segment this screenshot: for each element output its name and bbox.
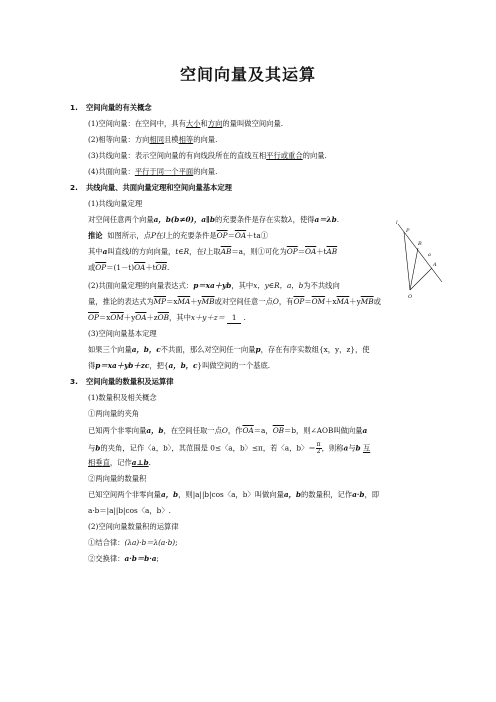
section-title: 空间向量的数量积及运算律 (86, 377, 174, 386)
line-spatial-vector: (1)空间向量：在空间中，具有大小和方向的量叫做空间向量. (88, 119, 284, 128)
label-a-point: A (433, 262, 437, 268)
subheading-inner-product: ②两向量的数量积 (88, 474, 147, 483)
line-angle-definition: 已知两个非零向量a，b，在空间任取一点O，作$\overline{OA}=a$，$\overline{OB}=b$，则∠AOB叫做向量a (88, 426, 368, 435)
line-collinear-vector: (3)共线向量：表示空间向量的有向线段所在的直线互相平行或重合的向量. (88, 151, 327, 160)
subheading-laws: (2)空间向量数量积的运算律 (88, 522, 179, 531)
answer-blank: 方向 (207, 119, 223, 128)
subheading-basis-theorem: (3)空间向量基本定理 (88, 329, 157, 338)
section-2-heading (70, 183, 232, 193)
answer-blank: 大小 (185, 119, 201, 128)
line-corollary: 推论 如图所示，点P在l上的充要条件是$\overline{OP}=\overline{OA}+ta①$ (88, 231, 269, 240)
line-direction-vector: 其中a叫直线l的方向向量，t∈R，在l上取$\overline{AB}=a$，则①可化为$\overline{OP}=\overline{OA}+t\overline{AB}$ (88, 247, 338, 256)
section-title: 空间向量的有关概念 (86, 103, 152, 112)
line-alternate-form: 或$\overline{OP}=(1-t)\overline{OA}+t\overline{OB}$. (88, 263, 170, 272)
answer-blank: 平行于同一个平面 (134, 167, 194, 176)
line-coplanar-expression: (2)共面向量定理的向量表达式：p＝xa＋yb，其中x，y∈R，a，b为不共线向 (88, 281, 340, 290)
answer-blank: 相同 (149, 135, 165, 144)
answer-blank: 1 (227, 313, 241, 324)
answer-blank: 互 (362, 443, 371, 453)
page-title: 空间向量及其运算 (179, 65, 316, 84)
section-number: 3. (70, 377, 78, 386)
corollary-label: 推论 (88, 231, 103, 240)
answer-blank: 相垂直 (88, 458, 110, 467)
line-diagram (396, 220, 448, 300)
line-perpendicular: 相垂直，记作a⊥b. (88, 458, 151, 467)
section-3-heading (70, 377, 174, 387)
section-number: 2. (70, 183, 78, 192)
line-basis-statement: 如果三个向量a，b，c不共面，那么对空间任一向量p，存在有序实数组{x，y，z}，使 (88, 345, 370, 354)
label-o: O (408, 294, 413, 300)
line-associative-law: ①结合律：(λa)·b＝λ(a·b); (88, 538, 178, 547)
answer-blank: a⊥b (131, 458, 149, 467)
label-p: P (406, 228, 410, 234)
line-basis-definition: 得p＝xa＋yb＋zc，把{a，b，c}叫做空间的一个基底. (88, 361, 271, 370)
line-coplanar-corollary: 量，推论的表达式为$\overline{MP}=x\overline{MA}+y\overline{MB}$或对空间任意一点O，有$\overline{OP}=\overline{OM}+x\overline{MA}+y\overline{MB}$或 (88, 297, 381, 306)
line-collinear-condition: 对空间任意两个向量a，b(b≠0)，a∥b的充要条件是存在实数λ，使得a＝λb. (88, 215, 340, 224)
line-inner-product-definition: 已知空间两个非零向量a，b，则|a||b|cos〈a，b〉叫做向量a，b的数量积，记作a·b，即 (88, 490, 380, 499)
line-angle-range: 与b的夹角，记作〈a，b〉，其范围是 0≤〈a，b〉≤π，若〈a，b〉＝ $\frac{\pi}{2}$ ，则称a与b 互 (88, 441, 371, 455)
line-coplanar-sum: $\overline{OP}=x\overline{OM}+y\overline{OA}+z\overline{OB}$，其中x＋y＋z＝ 1 . (88, 313, 246, 322)
line-l (398, 224, 442, 282)
segment-ob (410, 248, 418, 290)
fraction-pi-over-2: $\frac{\pi}{2}$ (316, 441, 321, 455)
answer-blank: 平行或重合 (266, 151, 303, 160)
label-l: l (396, 220, 398, 226)
subheading-collinear-theorem: (1)共线向量定理 (88, 199, 143, 208)
answer-blank: 相等 (178, 135, 194, 144)
subheading-angle: ①两向量的夹角 (88, 409, 140, 418)
line-inner-product-formula: a·b＝|a||b|cos〈a，b〉. (88, 506, 171, 515)
section-1-heading (70, 103, 152, 113)
line-commutative-law: ②交换律：a·b＝b·a; (88, 554, 159, 563)
line-coplanar-vector: (4)共面向量：平行于同一个平面的向量. (88, 167, 218, 176)
label-a-vector: a (428, 252, 431, 258)
label-b: B (418, 241, 422, 247)
line-equal-vector: (2)相等向量：方向相同且模相等的向量. (88, 135, 218, 144)
section-title: 共线向量、共面向量定理和空间向量基本定理 (86, 183, 232, 192)
section-number: 1. (70, 103, 78, 112)
subheading-dot-product: (1)数量积及相关概念 (88, 393, 157, 402)
segment-op (404, 232, 410, 290)
